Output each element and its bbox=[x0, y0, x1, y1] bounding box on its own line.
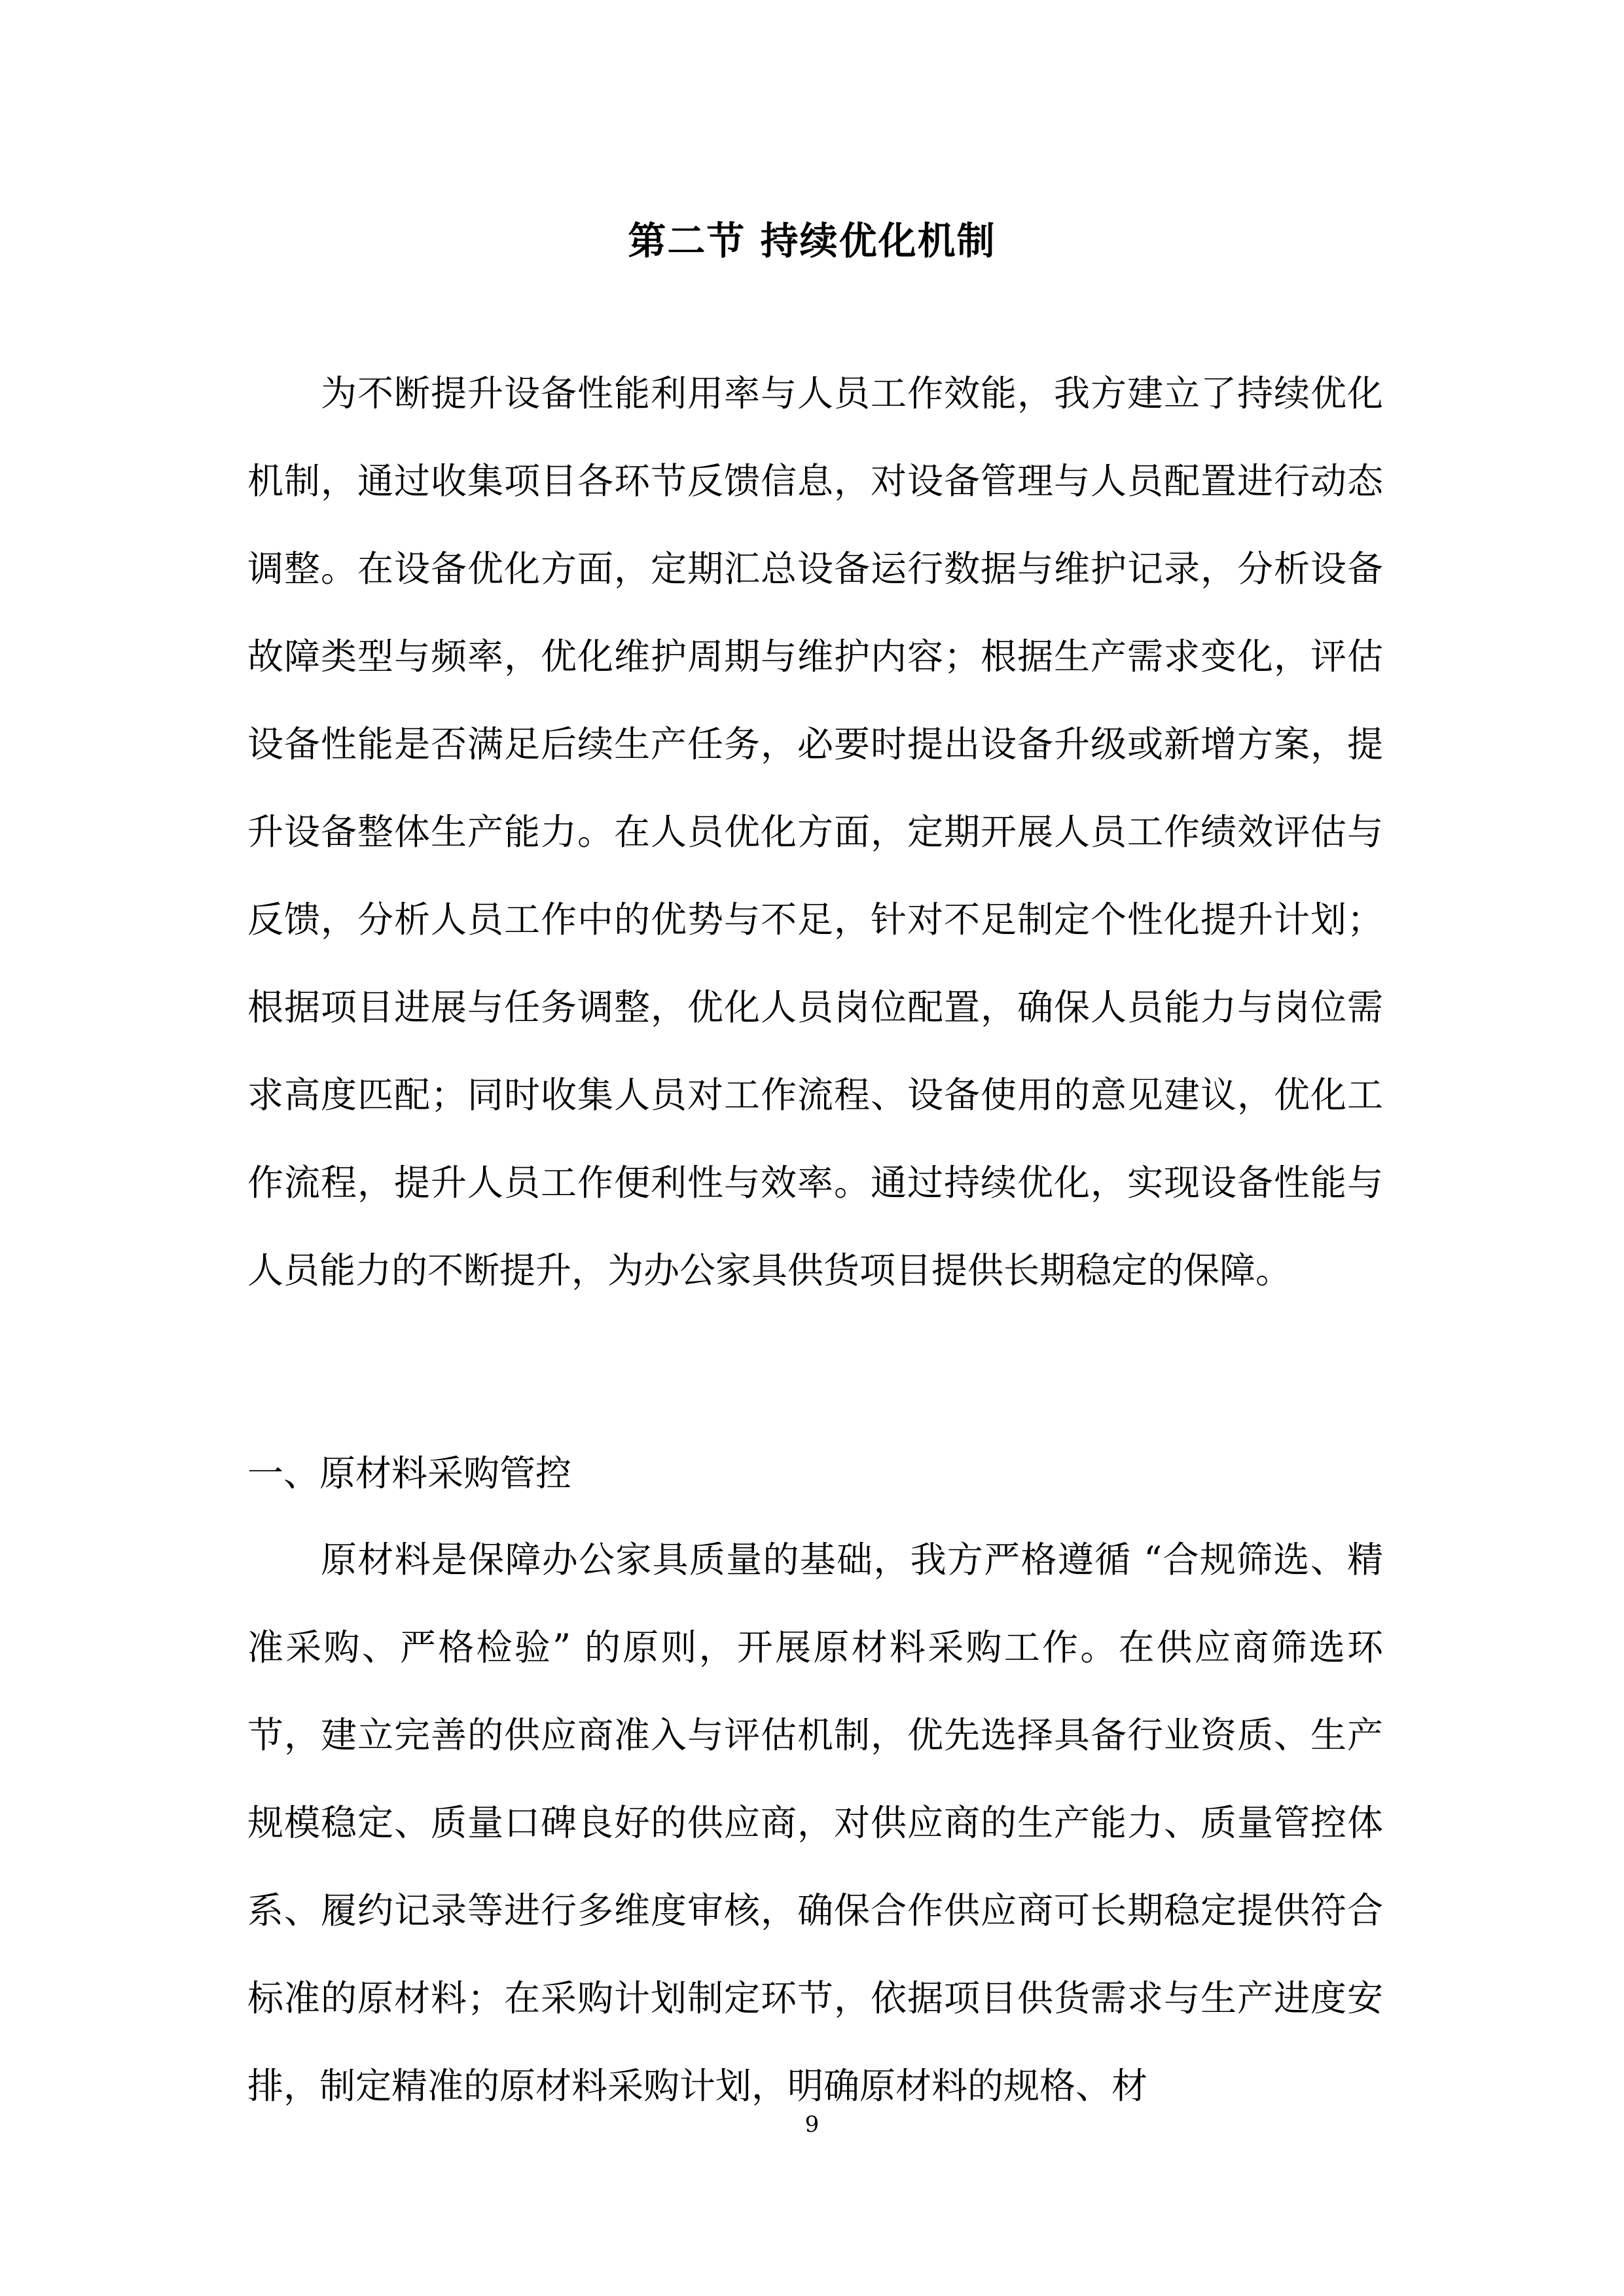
subheading-raw-material-procurement: 一、原材料采购管控 bbox=[247, 1452, 572, 1494]
section-title: 第二节 持续优化机制 bbox=[628, 219, 996, 263]
body-paragraph-procurement: 原材料是保障办公家具质量的基础，我方严格遵循 “合规筛选、精准采购、严格检验” 的原则，开展原材料采购工作。在供应商筛选环节，建立完善的供应商准入与评估机制，优先选择具备行业资质、生产规模稳定、质量口碑良好的供应商，对供应商的生产能力、质量管控体系、履约记录等进行多维度审核，确保合作供应商可长期稳定提供符合标准的原材料；在采购计划制定环节，依据项目供货需求与生产进度安排，制定精准的原材料采购计划，明确原材料的规格、材 bbox=[247, 1539, 1383, 2107]
body-paragraph-optimization: 为不断提升设备性能利用率与人员工作效能，我方建立了持续优化机制，通过收集项目各环节反馈信息，对设备管理与人员配置进行动态调整。在设备优化方面，定期汇总设备运行数据与维护记录，分析设备故障类型与频率，优化维护周期与维护内容；根据生产需求变化，评估设备性能是否满足后续生产任务，必要时提出设备升级或新增方案，提升设备整体生产能力。在人员优化方面，定期开展人员工作绩效评估与反馈，分析人员工作中的优势与不足，针对不足制定个性化提升计划；根据项目进展与任务调整，优化人员岗位配置，确保人员能力与岗位需求高度匹配；同时收集人员对工作流程、设备使用的意见建议，优化工作流程，提升人员工作便利性与效率。通过持续优化，实现设备性能与人员能力的不断提升，为办公家具供货项目提供长期稳定的保障。 bbox=[247, 372, 1383, 1291]
page-number: 9 bbox=[804, 2111, 820, 2138]
